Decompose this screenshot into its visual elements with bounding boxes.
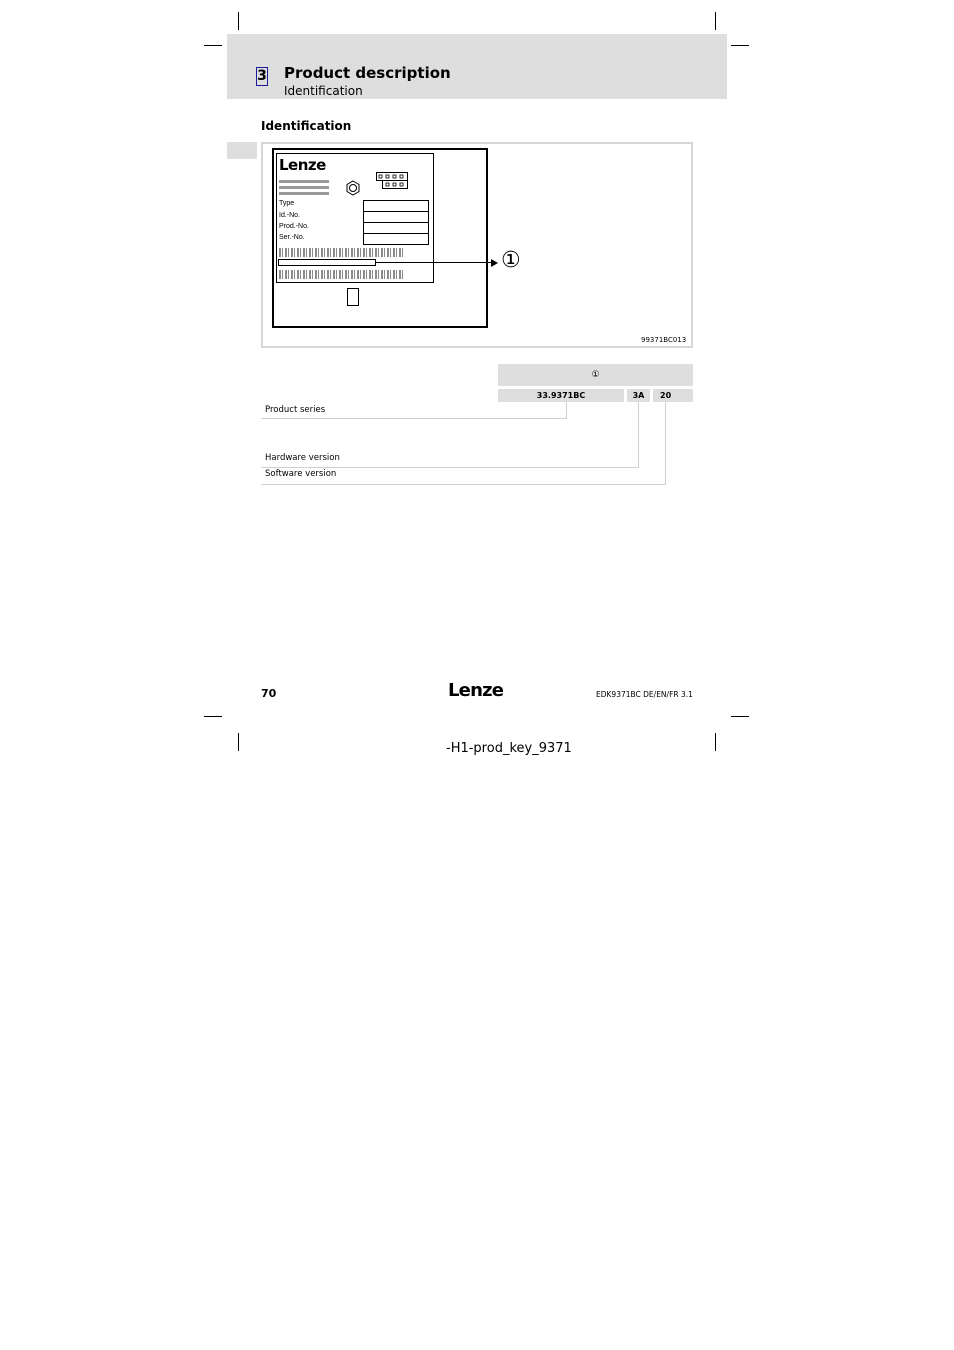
field-label-prod: Prod.-No. xyxy=(279,223,309,230)
crop-mark xyxy=(204,45,222,46)
section-heading: Identification xyxy=(261,119,352,133)
page-subtitle: Identification xyxy=(284,84,363,98)
crop-mark xyxy=(731,45,749,46)
type-key-header: ① xyxy=(498,364,693,386)
leader-line xyxy=(665,402,666,485)
document-id: EDK9371BC DE/EN/FR 3.1 xyxy=(596,690,693,699)
side-tab xyxy=(227,142,257,159)
crop-mark xyxy=(204,716,222,717)
file-tag: -H1-prod_key_9371 xyxy=(446,741,572,756)
field-value-boxes xyxy=(363,200,429,245)
crop-mark xyxy=(238,733,239,751)
field-label-type: Type xyxy=(279,200,295,207)
page-number: 70 xyxy=(261,687,277,700)
label-hardware-version: Hardware version xyxy=(265,453,340,463)
page-title: Product description xyxy=(284,64,451,82)
leader-line xyxy=(261,418,566,419)
connector-icon xyxy=(376,172,408,189)
label-product-series: Product series xyxy=(265,405,326,415)
field-label-ser: Ser.-No. xyxy=(279,234,305,241)
arrow-head-icon xyxy=(491,259,498,267)
barcode xyxy=(279,248,404,257)
nameplate-logo: Lenze xyxy=(279,156,326,174)
hexagon-icon xyxy=(345,180,361,196)
callout-arrow xyxy=(376,262,492,263)
crop-mark xyxy=(715,733,716,751)
leader-line xyxy=(261,484,666,485)
barcode xyxy=(279,270,404,279)
callout-marker: ① xyxy=(501,248,521,273)
device-slot xyxy=(347,288,359,306)
leader-line xyxy=(566,402,567,419)
type-key-segment: 33.9371BC xyxy=(498,389,624,402)
crop-mark xyxy=(238,12,239,30)
chapter-number: 3 xyxy=(257,68,267,84)
nameplate-line xyxy=(279,192,329,195)
field-label-id: Id.-No. xyxy=(279,212,301,219)
figure-code: 99371BC013 xyxy=(641,336,687,344)
label-software-version: Software version xyxy=(265,469,337,479)
type-key-segment: 20 xyxy=(653,389,693,402)
nameplate-line xyxy=(279,180,329,183)
crop-mark xyxy=(715,12,716,30)
footer-logo: Lenze xyxy=(448,680,504,701)
leader-line xyxy=(638,402,639,468)
type-key-field xyxy=(278,259,376,266)
type-key-segment: 3A xyxy=(627,389,650,402)
nameplate-line xyxy=(279,186,329,189)
leader-line xyxy=(261,467,639,468)
crop-mark xyxy=(731,716,749,717)
